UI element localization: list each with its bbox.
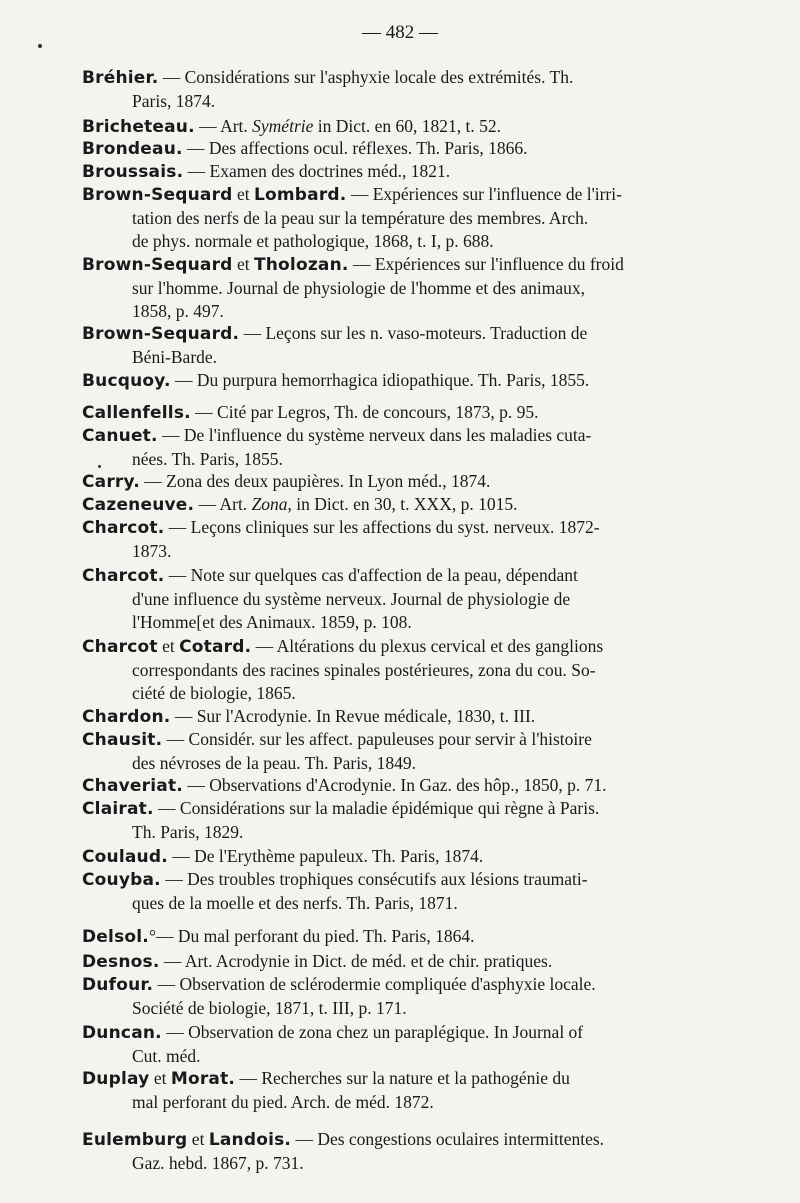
entry-continuation-line	[82, 300, 668, 323]
entry-first-line	[82, 925, 668, 949]
entry-continuation-line	[82, 682, 668, 705]
entry-text: tation des nerfs de la peau sur la température des membres. Arch.	[132, 208, 589, 228]
bibliography-entry	[82, 1067, 668, 1114]
entry-text: , in Dict. en 30, t. XXX, p. 1015.	[287, 494, 518, 514]
entry-first-line	[82, 516, 668, 540]
bibliography-entry	[82, 705, 668, 729]
entry-text: — Expériences sur l'influence du froid	[348, 254, 624, 274]
entry-text: mal perforant du pied. Arch. de méd. 1872.	[132, 1092, 434, 1112]
bibliography-entry	[82, 728, 668, 775]
entry-text: — Zona des deux paupières. In Lyon méd., 1874.	[139, 471, 491, 491]
entry-continuation-line	[82, 752, 668, 775]
entry-continuation-line	[82, 611, 668, 634]
author-name: Bricheteau.	[82, 117, 195, 137]
entry-text: — Art. Acrodynie in Dict. de méd. et de chir. pratiques.	[159, 951, 553, 971]
entry-text: Béni-Barde.	[132, 347, 218, 367]
entry-first-line	[82, 322, 668, 346]
entry-continuation-line	[82, 230, 668, 253]
entry-text: d'une influence du système nerveux. Journal de physiologie de	[132, 589, 571, 609]
bibliography-entry	[82, 774, 668, 798]
bibliography-entry	[82, 160, 668, 184]
author-name: Desnos.	[82, 952, 160, 972]
author-name: Chardon.	[82, 707, 171, 727]
bibliography-entry	[82, 868, 668, 915]
entry-first-line	[82, 564, 668, 588]
author-name: Delsol.	[82, 927, 149, 947]
entry-continuation-line	[82, 346, 668, 369]
author-name: Charcot.	[82, 518, 165, 538]
author-name: Charcot	[82, 637, 158, 657]
entry-continuation-line	[82, 1091, 668, 1114]
page-number: — 482 —	[362, 22, 438, 43]
entry-first-line	[82, 1021, 668, 1045]
bibliography-entry	[82, 635, 668, 705]
entry-text: Th. Paris, 1829.	[132, 822, 244, 842]
entry-first-line	[82, 1128, 668, 1152]
entry-first-line	[82, 369, 668, 393]
entry-text: et	[232, 184, 254, 204]
entry-text: et	[187, 1129, 209, 1149]
italic-term: Symétrie	[252, 116, 314, 136]
entry-first-line	[82, 1067, 668, 1091]
entry-text: — Des troubles trophiques consécutifs aux lésions traumati-	[160, 869, 588, 889]
entry-first-line	[82, 424, 668, 448]
bibliography-entry	[82, 925, 668, 949]
author-name: Brown-Sequard.	[82, 324, 240, 344]
entry-text: — Considér. sur les affect. papuleuses pour servir à l'histoire	[162, 729, 592, 749]
entry-first-line	[82, 797, 668, 821]
entry-text: sur l'homme. Journal de physiologie de l'homme et des animaux,	[132, 278, 585, 298]
entry-first-line	[82, 66, 668, 90]
bibliography-entry	[82, 845, 668, 869]
entry-text: — Sur l'Acrodynie. In Revue médicale, 1830, t. III.	[170, 706, 536, 726]
author-name: Carry.	[82, 472, 140, 492]
author-name: Charcot.	[82, 566, 165, 586]
entry-first-line	[82, 635, 668, 659]
author-name: Landois.	[208, 1130, 292, 1150]
entry-text: Paris, 1874.	[132, 91, 216, 111]
entry-text: — Examen des doctrines méd., 1821.	[183, 161, 451, 181]
entry-text: et	[157, 636, 180, 656]
entry-continuation-line	[82, 540, 668, 563]
author-name: Duplay	[82, 1069, 150, 1089]
entry-continuation-line	[82, 997, 668, 1020]
bibliography-entry	[82, 401, 668, 425]
author-name: Bréhier.	[82, 68, 159, 88]
entry-first-line	[82, 470, 668, 494]
bibliography-entry	[82, 950, 668, 974]
author-name: Chausit.	[82, 730, 163, 750]
bibliography-entry	[82, 470, 668, 494]
author-name: Duncan.	[82, 1023, 162, 1043]
entry-text: Cut. méd.	[132, 1046, 201, 1066]
bibliography-entry	[82, 183, 668, 253]
entry-first-line	[82, 137, 668, 161]
author-name: Morat.	[170, 1069, 236, 1089]
entry-text: Gaz. hebd. 1867, p. 731.	[132, 1153, 304, 1173]
entry-text: — Considérations sur l'asphyxie locale des extrémités. Th.	[158, 67, 574, 87]
author-name: Callenfells.	[82, 403, 191, 423]
entry-text: — Art.	[194, 494, 252, 514]
bibliography-entry	[82, 973, 668, 1020]
entry-continuation-line	[82, 892, 668, 915]
bibliography-entry	[82, 516, 668, 563]
author-name: Coulaud.	[82, 847, 168, 867]
bibliography-entry	[82, 369, 668, 393]
entry-text: — Leçons sur les n. vaso-moteurs. Traduction de	[239, 323, 588, 343]
entry-text: — Expériences sur l'influence de l'irri-	[346, 184, 622, 204]
author-name: Clairat.	[82, 799, 154, 819]
entry-continuation-line	[82, 207, 668, 230]
entry-first-line	[82, 950, 668, 974]
author-name: Cazeneuve.	[82, 495, 195, 515]
entry-continuation-line	[82, 90, 668, 113]
entry-text: — Cité par Legros, Th. de concours, 1873, p. 95.	[190, 402, 539, 422]
entry-text: — Art.	[194, 116, 253, 136]
entry-continuation-line	[82, 1152, 668, 1175]
entry-first-line	[82, 973, 668, 997]
entry-first-line	[82, 774, 668, 798]
entry-text: des névroses de la peau. Th. Paris, 1849.	[132, 753, 416, 773]
entry-text: — Observations d'Acrodynie. In Gaz. des hôp., 1850, p. 71.	[182, 775, 607, 795]
entry-first-line	[82, 705, 668, 729]
entry-text: ciété de biologie, 1865.	[132, 683, 296, 703]
entry-first-line	[82, 845, 668, 869]
entry-first-line	[82, 115, 668, 139]
entry-text: l'Homme[et des Animaux. 1859, p. 108.	[132, 612, 412, 632]
entry-continuation-line	[82, 659, 668, 682]
entry-continuation-line	[82, 448, 668, 471]
entry-text: correspondants des racines spinales postérieures, zona du cou. So-	[132, 660, 596, 680]
italic-term: Zona	[251, 494, 288, 514]
author-name: Lombard.	[253, 185, 347, 205]
author-name: Brown-Sequard	[82, 255, 233, 275]
entry-first-line	[82, 728, 668, 752]
entry-text: — Observation de sclérodermie compliquée d'asphyxie locale.	[153, 974, 596, 994]
author-name: Couyba.	[82, 870, 161, 890]
bibliography-entry	[82, 564, 668, 634]
entry-text: de phys. normale et pathologique, 1868, t. I, p. 688.	[132, 231, 494, 251]
entry-text: — Considérations sur la maladie épidémique qui règne à Paris.	[153, 798, 600, 818]
author-name: Canuet.	[82, 426, 158, 446]
entry-text: 1873.	[132, 541, 172, 561]
entry-first-line	[82, 868, 668, 892]
entry-text: nées. Th. Paris, 1855.	[132, 449, 283, 469]
entry-text: Société de biologie, 1871, t. III, p. 171.	[132, 998, 407, 1018]
author-name: Brown-Sequard	[82, 185, 233, 205]
ink-speck	[38, 44, 42, 48]
entry-text: ques de la moelle et des nerfs. Th. Paris, 1871.	[132, 893, 458, 913]
entry-text: — Recherches sur la nature et la pathogénie du	[235, 1068, 570, 1088]
entry-first-line	[82, 253, 668, 277]
entry-text: — Leçons cliniques sur les affections du syst. nerveux. 1872-	[164, 517, 600, 537]
entry-text: — Note sur quelques cas d'affection de la peau, dépendant	[164, 565, 578, 585]
entry-first-line	[82, 493, 668, 517]
entry-text: et	[149, 1068, 171, 1088]
entry-text: — Du purpura hemorrhagica idiopathique. Th. Paris, 1855.	[170, 370, 590, 390]
entry-continuation-line	[82, 821, 668, 844]
entry-first-line	[82, 160, 668, 184]
author-name: Eulemburg	[82, 1130, 188, 1150]
entry-text: — De l'Erythème papuleux. Th. Paris, 1874.	[167, 846, 484, 866]
author-name: Chaveriat.	[82, 776, 183, 796]
entry-continuation-line	[82, 277, 668, 300]
entry-text: et	[232, 254, 254, 274]
bibliography-entry	[82, 253, 668, 323]
bibliography-entry	[82, 1128, 668, 1175]
author-name: Cotard.	[179, 637, 252, 657]
bibliography-entry	[82, 115, 668, 139]
entry-first-line	[82, 401, 668, 425]
author-name: Bucquoy.	[82, 371, 171, 391]
entry-text: — Des congestions oculaires intermittentes.	[291, 1129, 605, 1149]
bibliography-entry	[82, 797, 668, 844]
bibliography-entry	[82, 66, 668, 113]
bibliography-entry	[82, 322, 668, 369]
entry-text: in Dict. en 60, 1821, t. 52.	[313, 116, 502, 136]
entry-first-line	[82, 183, 668, 207]
bibliography-entry	[82, 493, 668, 517]
entry-text: — Observation de zona chez un paraplégique. In Journal of	[161, 1022, 584, 1042]
entry-text: °— Du mal perforant du pied. Th. Paris, 1864.	[148, 926, 475, 946]
author-name: Brondeau.	[82, 139, 183, 159]
author-name: Tholozan.	[253, 255, 349, 275]
entry-text: 1858, p. 497.	[132, 301, 224, 321]
author-name: Broussais.	[82, 162, 184, 182]
entry-continuation-line	[82, 1045, 668, 1068]
entry-text: — De l'influence du système nerveux dans les maladies cuta-	[157, 425, 592, 445]
bibliography-entry	[82, 424, 668, 471]
entry-text: — Des affections ocul. réflexes. Th. Paris, 1866.	[182, 138, 528, 158]
author-name: Dufour.	[82, 975, 154, 995]
bibliography-entry	[82, 1021, 668, 1068]
bibliography-entry	[82, 137, 668, 161]
entry-text: — Altérations du plexus cervical et des ganglions	[251, 636, 604, 656]
entry-continuation-line	[82, 588, 668, 611]
